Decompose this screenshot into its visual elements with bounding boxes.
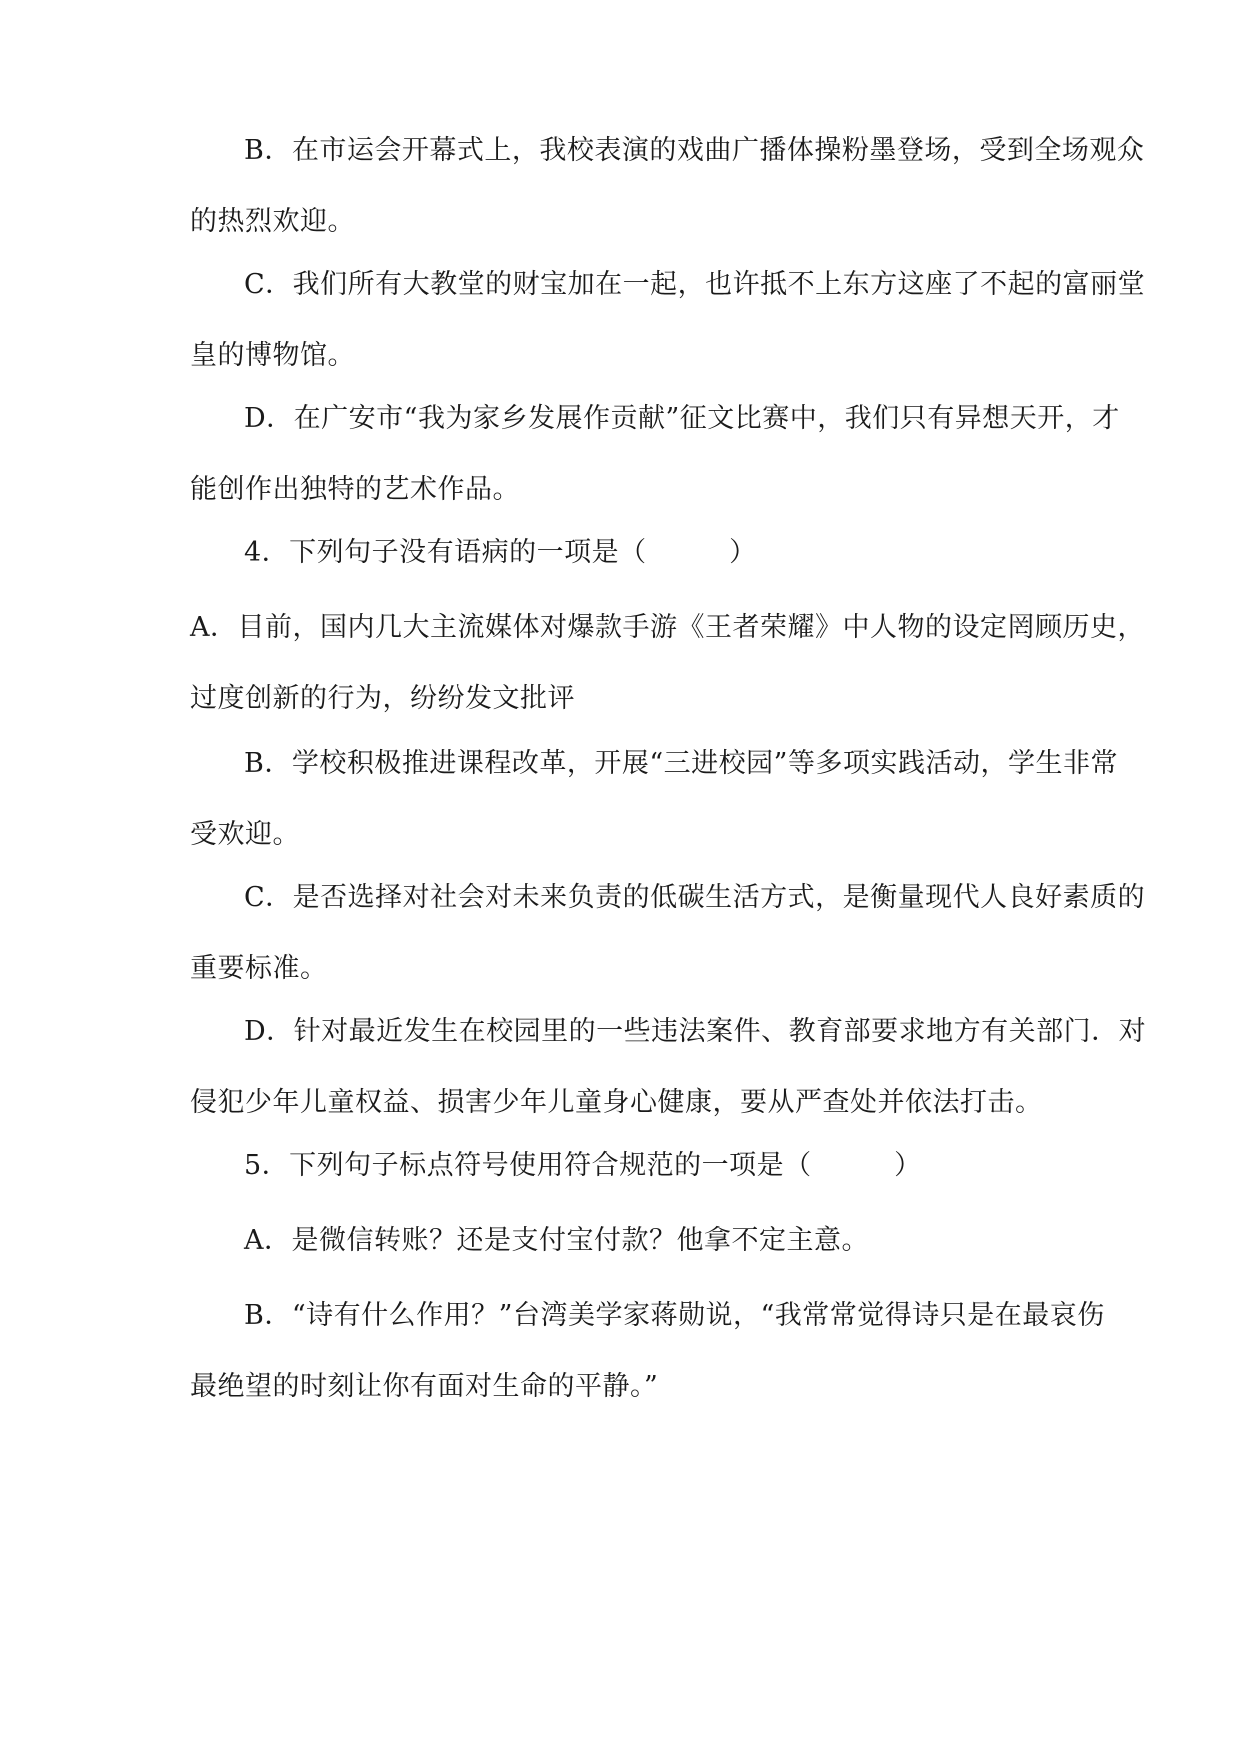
text-line: 的热烈欢迎。 [190, 206, 355, 237]
q4-option-c [190, 862, 1146, 1004]
text-line: 皇的博物馆。 [190, 340, 355, 371]
question-stem: 4．下列句子没有语病的一项是（ ） [244, 537, 757, 568]
q3-option-b [190, 115, 1145, 257]
q3-option-c [190, 249, 1146, 391]
text-line: 侵犯少年儿童权益、损害少年儿童身心健康，要从严查处并依法打击。 [190, 1087, 1043, 1118]
q5-option-b [190, 1280, 1105, 1422]
text-line: C．我们所有大教堂的财宝加在一起，也许抵不上东方这座了不起的富丽堂 [244, 269, 1146, 300]
text-line: B．“诗有什么作用？”台湾美学家蒋勋说，“我常常觉得诗只是在最哀伤 [244, 1300, 1105, 1331]
text-line: D．针对最近发生在校园里的一些违法案件、教育部要求地方有关部门．对 [244, 1016, 1147, 1047]
text-line: C．是否选择对社会对未来负责的低碳生活方式，是衡量现代人良好素质的 [244, 882, 1146, 913]
q4-option-b [190, 728, 1118, 870]
q5-option-a [190, 1205, 1060, 1276]
q4-option-d [190, 996, 1147, 1138]
text-line: B．学校积极推进课程改革，开展“三进校园”等多项实践活动，学生非常 [244, 748, 1118, 779]
text-line: A．是微信转账？还是支付宝付款？他拿不定主意。 [244, 1225, 869, 1256]
text-line: 重要标准。 [190, 953, 328, 984]
text-line: 能创作出独特的艺术作品。 [190, 474, 520, 505]
text-line: 过度创新的行为，纷纷发文批评 [190, 683, 575, 714]
q5-stem [190, 1130, 1060, 1201]
text-line: 最绝望的时刻让你有面对生命的平静。” [190, 1371, 659, 1402]
q4-stem [190, 517, 1060, 588]
text-line: A．目前，国内几大主流媒体对爆款手游《王者荣耀》中人物的设定罔顾历史， [190, 612, 1145, 643]
text-line: D．在广安市“我为家乡发展作贡献”征文比赛中，我们只有异想天开，才 [244, 403, 1120, 434]
q3-option-d [190, 383, 1120, 525]
text-line: 受欢迎。 [190, 819, 300, 850]
text-line: B．在市运会开幕式上，我校表演的戏曲广播体操粉墨登场，受到全场观众 [244, 135, 1145, 166]
question-stem: 5．下列句子标点符号使用符合规范的一项是（ ） [244, 1150, 922, 1181]
q4-option-a [190, 592, 1145, 734]
